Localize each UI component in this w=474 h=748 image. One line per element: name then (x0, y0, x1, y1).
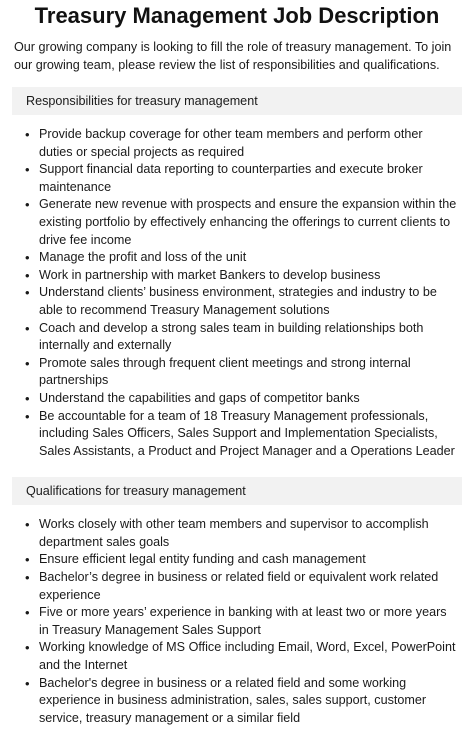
section-spacer (12, 460, 462, 464)
page-title: Treasury Management Job Description (34, 3, 440, 28)
list-item: • Understand clients’ business environment, strategies and industry to be able to recommend Treasury Management solutions (39, 284, 462, 319)
list-item: • Bachelor's degree in business or a related field and some working experience in business administration, sales, sales support, customer service, treasury management or a similar field (39, 675, 462, 728)
list-item: • Understand the capabilities and gaps of competitor banks (39, 390, 462, 408)
list-item: • Manage the profit and loss of the unit (39, 249, 462, 267)
list-item: • Working knowledge of MS Office including Email, Word, Excel, PowerPoint and the Internet (39, 639, 462, 674)
list-item: • Promote sales through frequent client meetings and strong internal partnerships (39, 355, 462, 390)
list-item: • Bachelor’s degree in business or related field or equivalent work related experience (39, 569, 462, 604)
list-item: • Five or more years’ experience in banking with at least two or more years in Treasury Management Sales Support (39, 604, 462, 639)
list-item: • Coach and develop a strong sales team in building relationships both internally and externally (39, 320, 462, 355)
responsibilities-heading: Responsibilities for treasury management (12, 87, 462, 115)
list-item: • Ensure efficient legal entity funding and cash management (39, 551, 462, 569)
intro-paragraph: Our growing company is looking to fill the role of treasury management. To join our growing team, please review the list of responsibilities and qualifications. (14, 40, 452, 72)
list-item: • Works closely with other team members and supervisor to accomplish department sales goals (39, 516, 462, 551)
list-item: • Support financial data reporting to counterparties and execute broker maintenance (39, 161, 462, 196)
qualifications-list (12, 516, 462, 727)
qualifications-heading: Qualifications for treasury management (12, 477, 462, 505)
list-item: • Work in partnership with market Bankers to develop business (39, 267, 462, 285)
responsibilities-list (12, 126, 462, 460)
list-item: • Be accountable for a team of 18 Treasury Management professionals, including Sales Officers, Sales Support and Implementation Specialists, Sales Assistants, a Product and Project Manager and a Operations Leader (39, 408, 462, 461)
list-item: • Generate new revenue with prospects and ensure the expansion within the existing portfolio by effectively enhancing the offerings to current clients to drive fee income (39, 196, 462, 249)
list-item: • Provide backup coverage for other team members and perform other duties or special projects as required (39, 126, 462, 161)
